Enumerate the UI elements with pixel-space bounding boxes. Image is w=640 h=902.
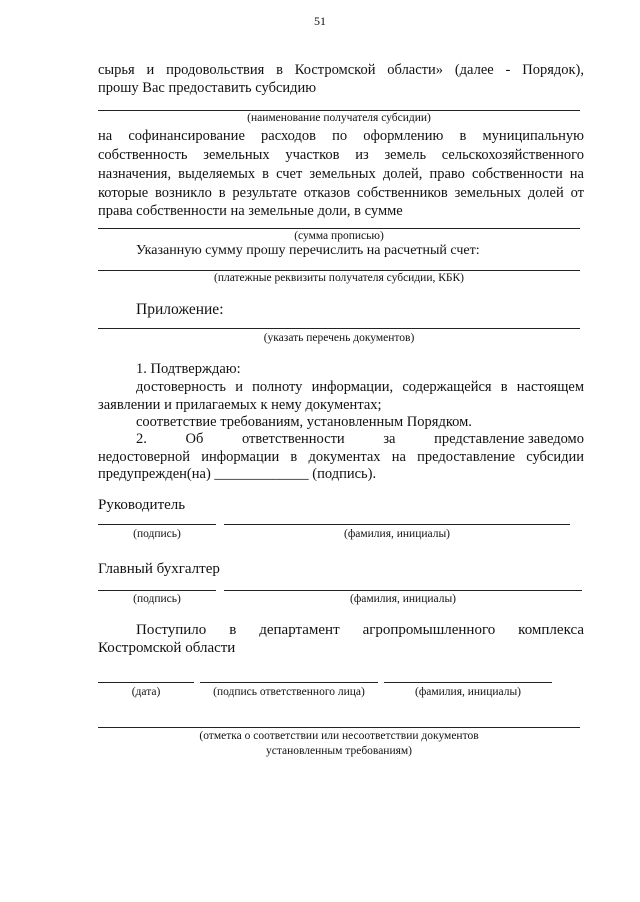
head-name-line	[224, 524, 570, 525]
received-word-4: агропромышленного	[362, 622, 496, 638]
head-signature-caption: (подпись)	[133, 528, 181, 540]
recipient-name-line	[98, 110, 580, 111]
payment-details-caption: (платежные реквизиты получателя субсидии, КБК)	[213, 272, 465, 284]
chief-accountant-label: Главный бухгалтер	[98, 561, 220, 577]
accountant-name-line	[224, 590, 582, 591]
purpose-line-5: права собственности на земельные доли, в сумме	[98, 203, 403, 219]
compliance-caption-1: (отметка о соответствии или несоответствии документов	[199, 730, 479, 742]
responsible-name-line	[384, 682, 552, 683]
date-caption: (дата)	[131, 686, 161, 698]
purpose-line-1: на софинансирование расходов по оформлению в муниципальную	[98, 128, 584, 144]
confirm-item-2-word-3: за	[383, 431, 396, 447]
confirm-item-2-line-1	[136, 431, 584, 448]
confirm-item-2-word-2: ответственности	[241, 431, 345, 447]
documents-list-caption: (указать перечень документов)	[263, 332, 415, 344]
responsible-signature-caption: (подпись ответственного лица)	[213, 686, 365, 698]
confirm-item-1: 1. Подтверждаю:	[136, 361, 241, 377]
responsible-name-caption: (фамилия, инициалы)	[414, 686, 522, 698]
confirm-item-2-word-1: Об	[185, 431, 204, 447]
compliance-line	[98, 727, 580, 728]
purpose-line-4: которые возникло в результате отказов собственников земельных долей от	[98, 185, 584, 201]
received-word-1: Поступило	[136, 622, 207, 638]
accountant-signature-line	[98, 590, 216, 591]
attachment-label: Приложение:	[136, 301, 224, 318]
head-name-caption: (фамилия, инициалы)	[343, 528, 451, 540]
accountant-name-caption: (фамилия, инициалы)	[349, 593, 457, 605]
responsible-signature-line	[200, 682, 378, 683]
date-line	[98, 682, 194, 683]
documents-list-line	[98, 328, 580, 329]
intro-line-1: сырья и продовольствия в Костромской области» (далее - Порядок),	[98, 62, 584, 78]
confirm-item-2-word-4: представление заведомо	[434, 431, 584, 447]
received-line-2: Костромской области	[98, 640, 236, 656]
confirm-item-1-line-1: достоверность и полноту информации, содержащейся в настоящем	[136, 379, 584, 395]
received-word-5: комплекса	[518, 622, 584, 638]
purpose-line-3: назначения, выделяемых в счет земельных долей, право собственности на	[98, 166, 584, 182]
purpose-line-2: собственность земельных участков из земель сельскохозяйственного	[98, 147, 584, 163]
confirm-item-2-line-2: недостоверной информации в документах на предоставление субсидии	[98, 449, 584, 465]
transfer-request: Указанную сумму прошу перечислить на расчетный счет:	[136, 243, 480, 258]
amount-line	[98, 228, 580, 229]
head-label: Руководитель	[98, 497, 186, 513]
recipient-name-caption: (наименование получателя субсидии)	[247, 112, 431, 124]
head-signature-line	[98, 524, 216, 525]
received-line-1	[136, 622, 584, 639]
received-word-2: в	[229, 622, 237, 638]
confirm-item-2-number: 2.	[136, 431, 147, 447]
received-word-3: департамент	[259, 622, 340, 638]
payment-details-line	[98, 270, 580, 271]
intro-line-2: прошу Вас предоставить субсидию	[98, 80, 317, 96]
page-number: 51	[314, 14, 326, 28]
confirm-item-1-line-2: заявлении и прилагаемых к нему документах;	[98, 397, 382, 413]
amount-caption: (сумма прописью)	[294, 230, 384, 242]
confirm-item-1-line-3: соответствие требованиям, установленным Порядком.	[136, 414, 472, 430]
accountant-signature-caption: (подпись)	[133, 593, 181, 605]
compliance-caption-2: установленным требованиям)	[265, 745, 413, 757]
confirm-item-2-line-3: предупрежден(на) _____________ (подпись).	[98, 466, 377, 482]
